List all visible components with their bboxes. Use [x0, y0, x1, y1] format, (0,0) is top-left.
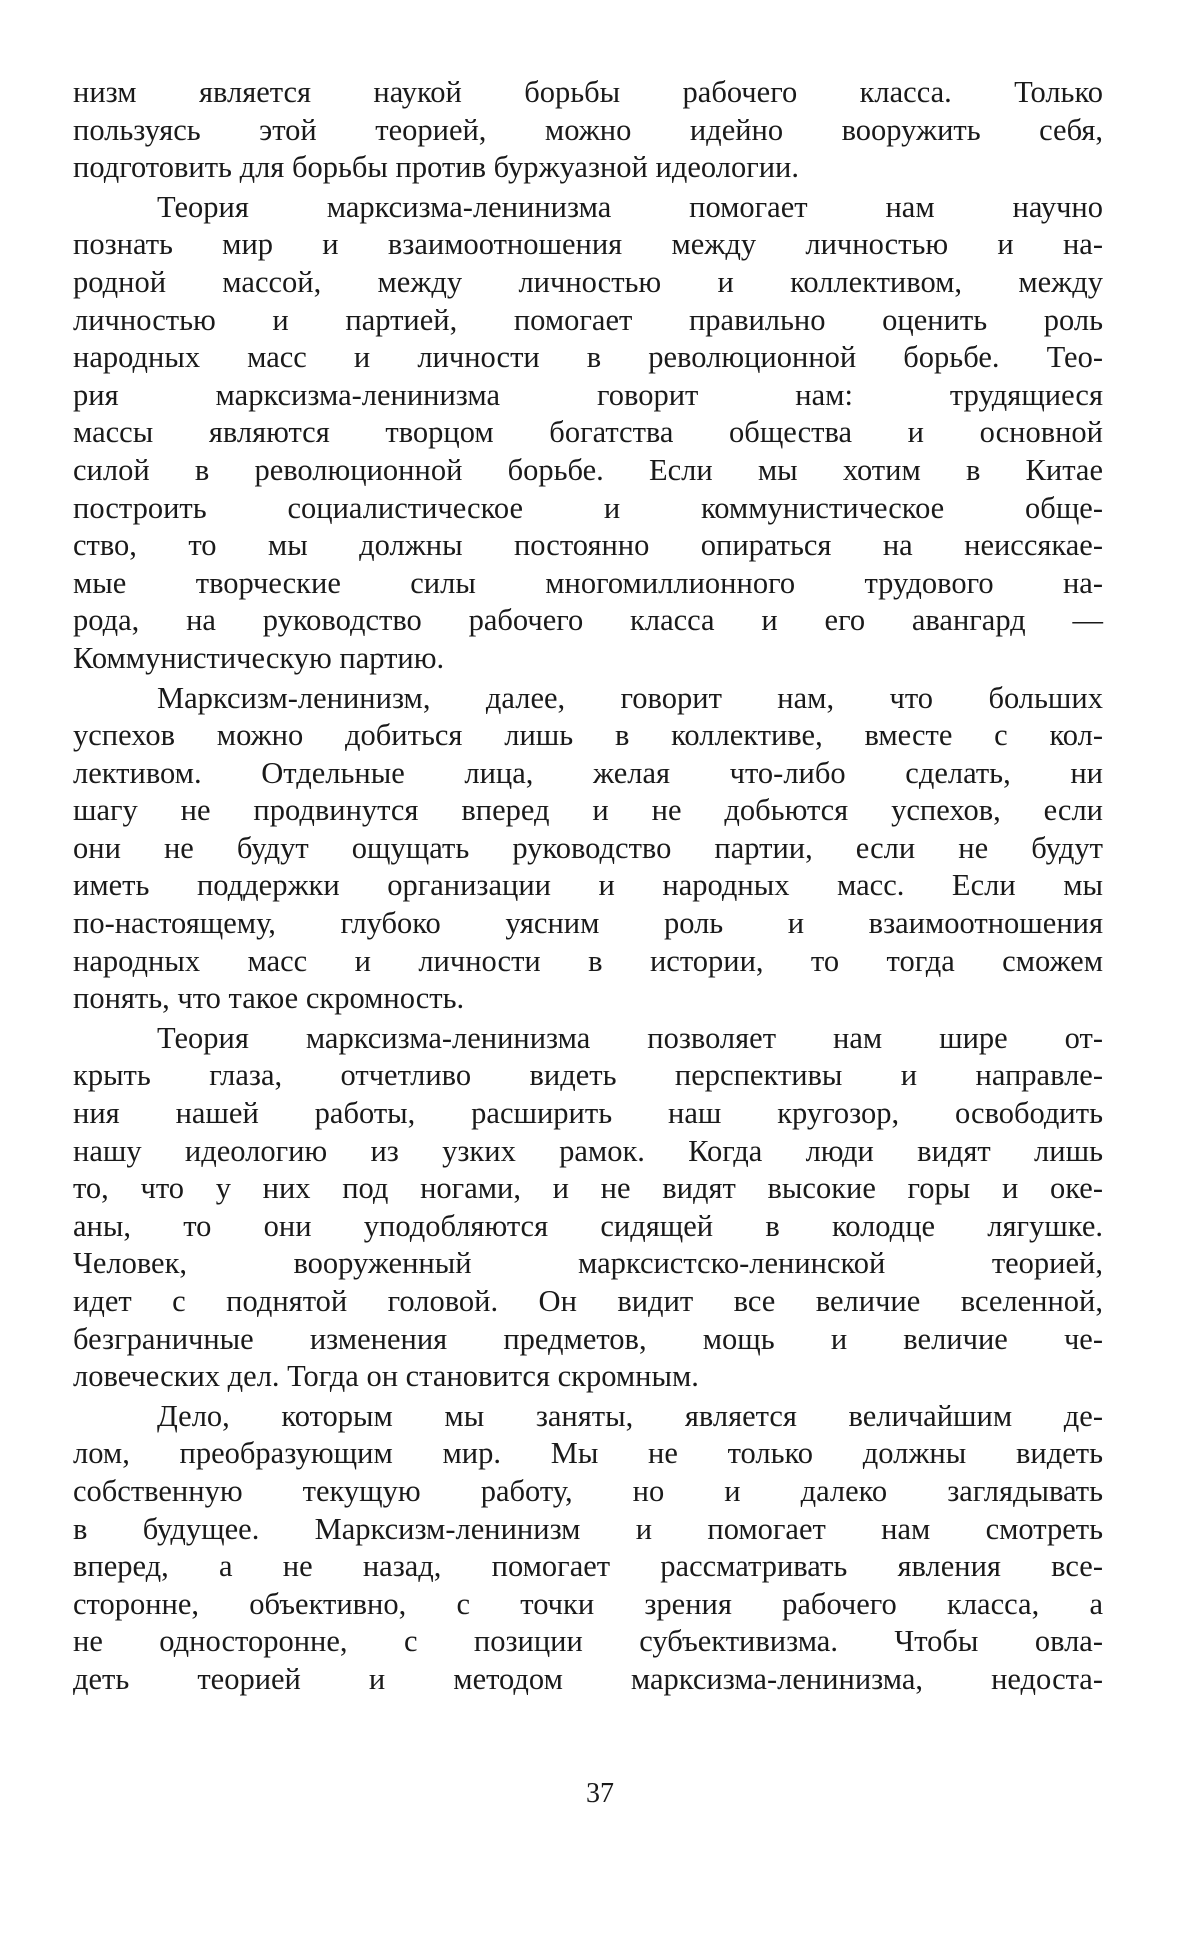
text-line: собственную текущую работу, но и далеко заглядывать	[73, 1473, 1103, 1508]
paragraph	[73, 1398, 1103, 1699]
text-line: ловеческих дел. Тогда он становится скромным.	[73, 1359, 699, 1394]
text-line: деть теорией и методом марксизма-ленинизма, недоста-	[73, 1661, 1103, 1696]
text-line: мые творческие силы многомиллионного трудового на-	[73, 565, 1103, 600]
text-line: силой в революционной борьбе. Если мы хотим в Китае	[73, 452, 1103, 487]
text-line: сторонне, объективно, с точки зрения рабочего класса, а	[73, 1586, 1103, 1621]
text-line: Коммунистическую партию.	[73, 640, 445, 675]
text-line: низм является наукой борьбы рабочего класса. Только	[73, 75, 1103, 109]
text-line: родной массой, между личностью и коллективом, между	[73, 264, 1103, 299]
text-line: пользуясь этой теорией, можно идейно вооружить себя,	[73, 112, 1103, 147]
text-line: Теория марксизма-ленинизма позволяет нам шире от-	[157, 1020, 1103, 1055]
text-line: лом, преобразующим мир. Мы не только должны видеть	[73, 1436, 1103, 1471]
text-line: нашу идеологию из узких рамок. Когда люди видят лишь	[73, 1133, 1103, 1168]
text-line: то, что у них под ногами, и не видят высокие горы и оке-	[73, 1171, 1103, 1206]
text-line: крыть глаза, отчетливо видеть перспективы и направле-	[73, 1058, 1103, 1093]
paragraph	[73, 189, 1103, 678]
text-line: Человек, вооруженный марксистско-ленинской теорией,	[73, 1246, 1103, 1281]
text-line: ния нашей работы, расширить наш кругозор, освободить	[73, 1096, 1103, 1131]
text-line: Марксизм-ленинизм, далее, говорит нам, что больших	[157, 680, 1103, 715]
paragraph	[73, 74, 1103, 187]
text-line: они не будут ощущать руководство партии, если не будут	[73, 830, 1103, 865]
text-line: ство, то мы должны постоянно опираться на неиссякае-	[73, 528, 1103, 563]
text-line: народных масс и личности в революционной борьбе. Тео-	[73, 340, 1103, 375]
text-line: личностью и партией, помогает правильно оценить роль	[73, 302, 1103, 337]
text-line: не односторонне, с позиции субъективизма. Чтобы овла-	[73, 1624, 1103, 1659]
text-line: лективом. Отдельные лица, желая что-либо сделать, ни	[73, 755, 1103, 790]
text-line: построить социалистическое и коммунистическое обще-	[73, 490, 1103, 525]
text-line: рода, на руководство рабочего класса и его авангард —	[73, 603, 1103, 638]
text-line: народных масс и личности в истории, то тогда сможем	[73, 943, 1103, 978]
text-line: вперед, а не назад, помогает рассматривать явления все-	[73, 1549, 1103, 1584]
text-line: рия марксизма-ленинизма говорит нам: трудящиеся	[73, 377, 1103, 412]
text-line: в будущее. Марксизм-ленинизм и помогает нам смотреть	[73, 1511, 1103, 1546]
text-line: массы являются творцом богатства общества и основной	[73, 415, 1103, 450]
text-line: понять, что такое скромность.	[73, 981, 465, 1016]
text-line: по-настоящему, глубоко уясним роль и взаимоотношения	[73, 906, 1103, 941]
text-line: безграничные изменения предметов, мощь и величие че-	[73, 1321, 1103, 1356]
text-line: аны, то они уподобляются сидящей в колодце лягушке.	[73, 1208, 1103, 1243]
text-line: успехов можно добиться лишь в коллективе, вместе с кол-	[73, 718, 1103, 753]
page-number: 37	[586, 1778, 614, 1809]
paragraph	[73, 1020, 1103, 1396]
text-line: подготовить для борьбы против буржуазной идеологии.	[73, 150, 799, 185]
page-body	[73, 74, 1103, 1699]
text-line: Дело, которым мы заняты, является величайшим де-	[157, 1398, 1103, 1433]
text-line: идет с поднятой головой. Он видит все величие вселенной,	[73, 1284, 1103, 1318]
text-line: познать мир и взаимоотношения между личностью и на-	[73, 227, 1103, 262]
text-line: Теория марксизма-ленинизма помогает нам научно	[157, 189, 1103, 224]
paragraph	[73, 680, 1103, 1018]
text-line: иметь поддержки организации и народных масс. Если мы	[73, 868, 1103, 903]
text-line: шагу не продвинутся вперед и не добьются успехов, если	[73, 793, 1103, 828]
